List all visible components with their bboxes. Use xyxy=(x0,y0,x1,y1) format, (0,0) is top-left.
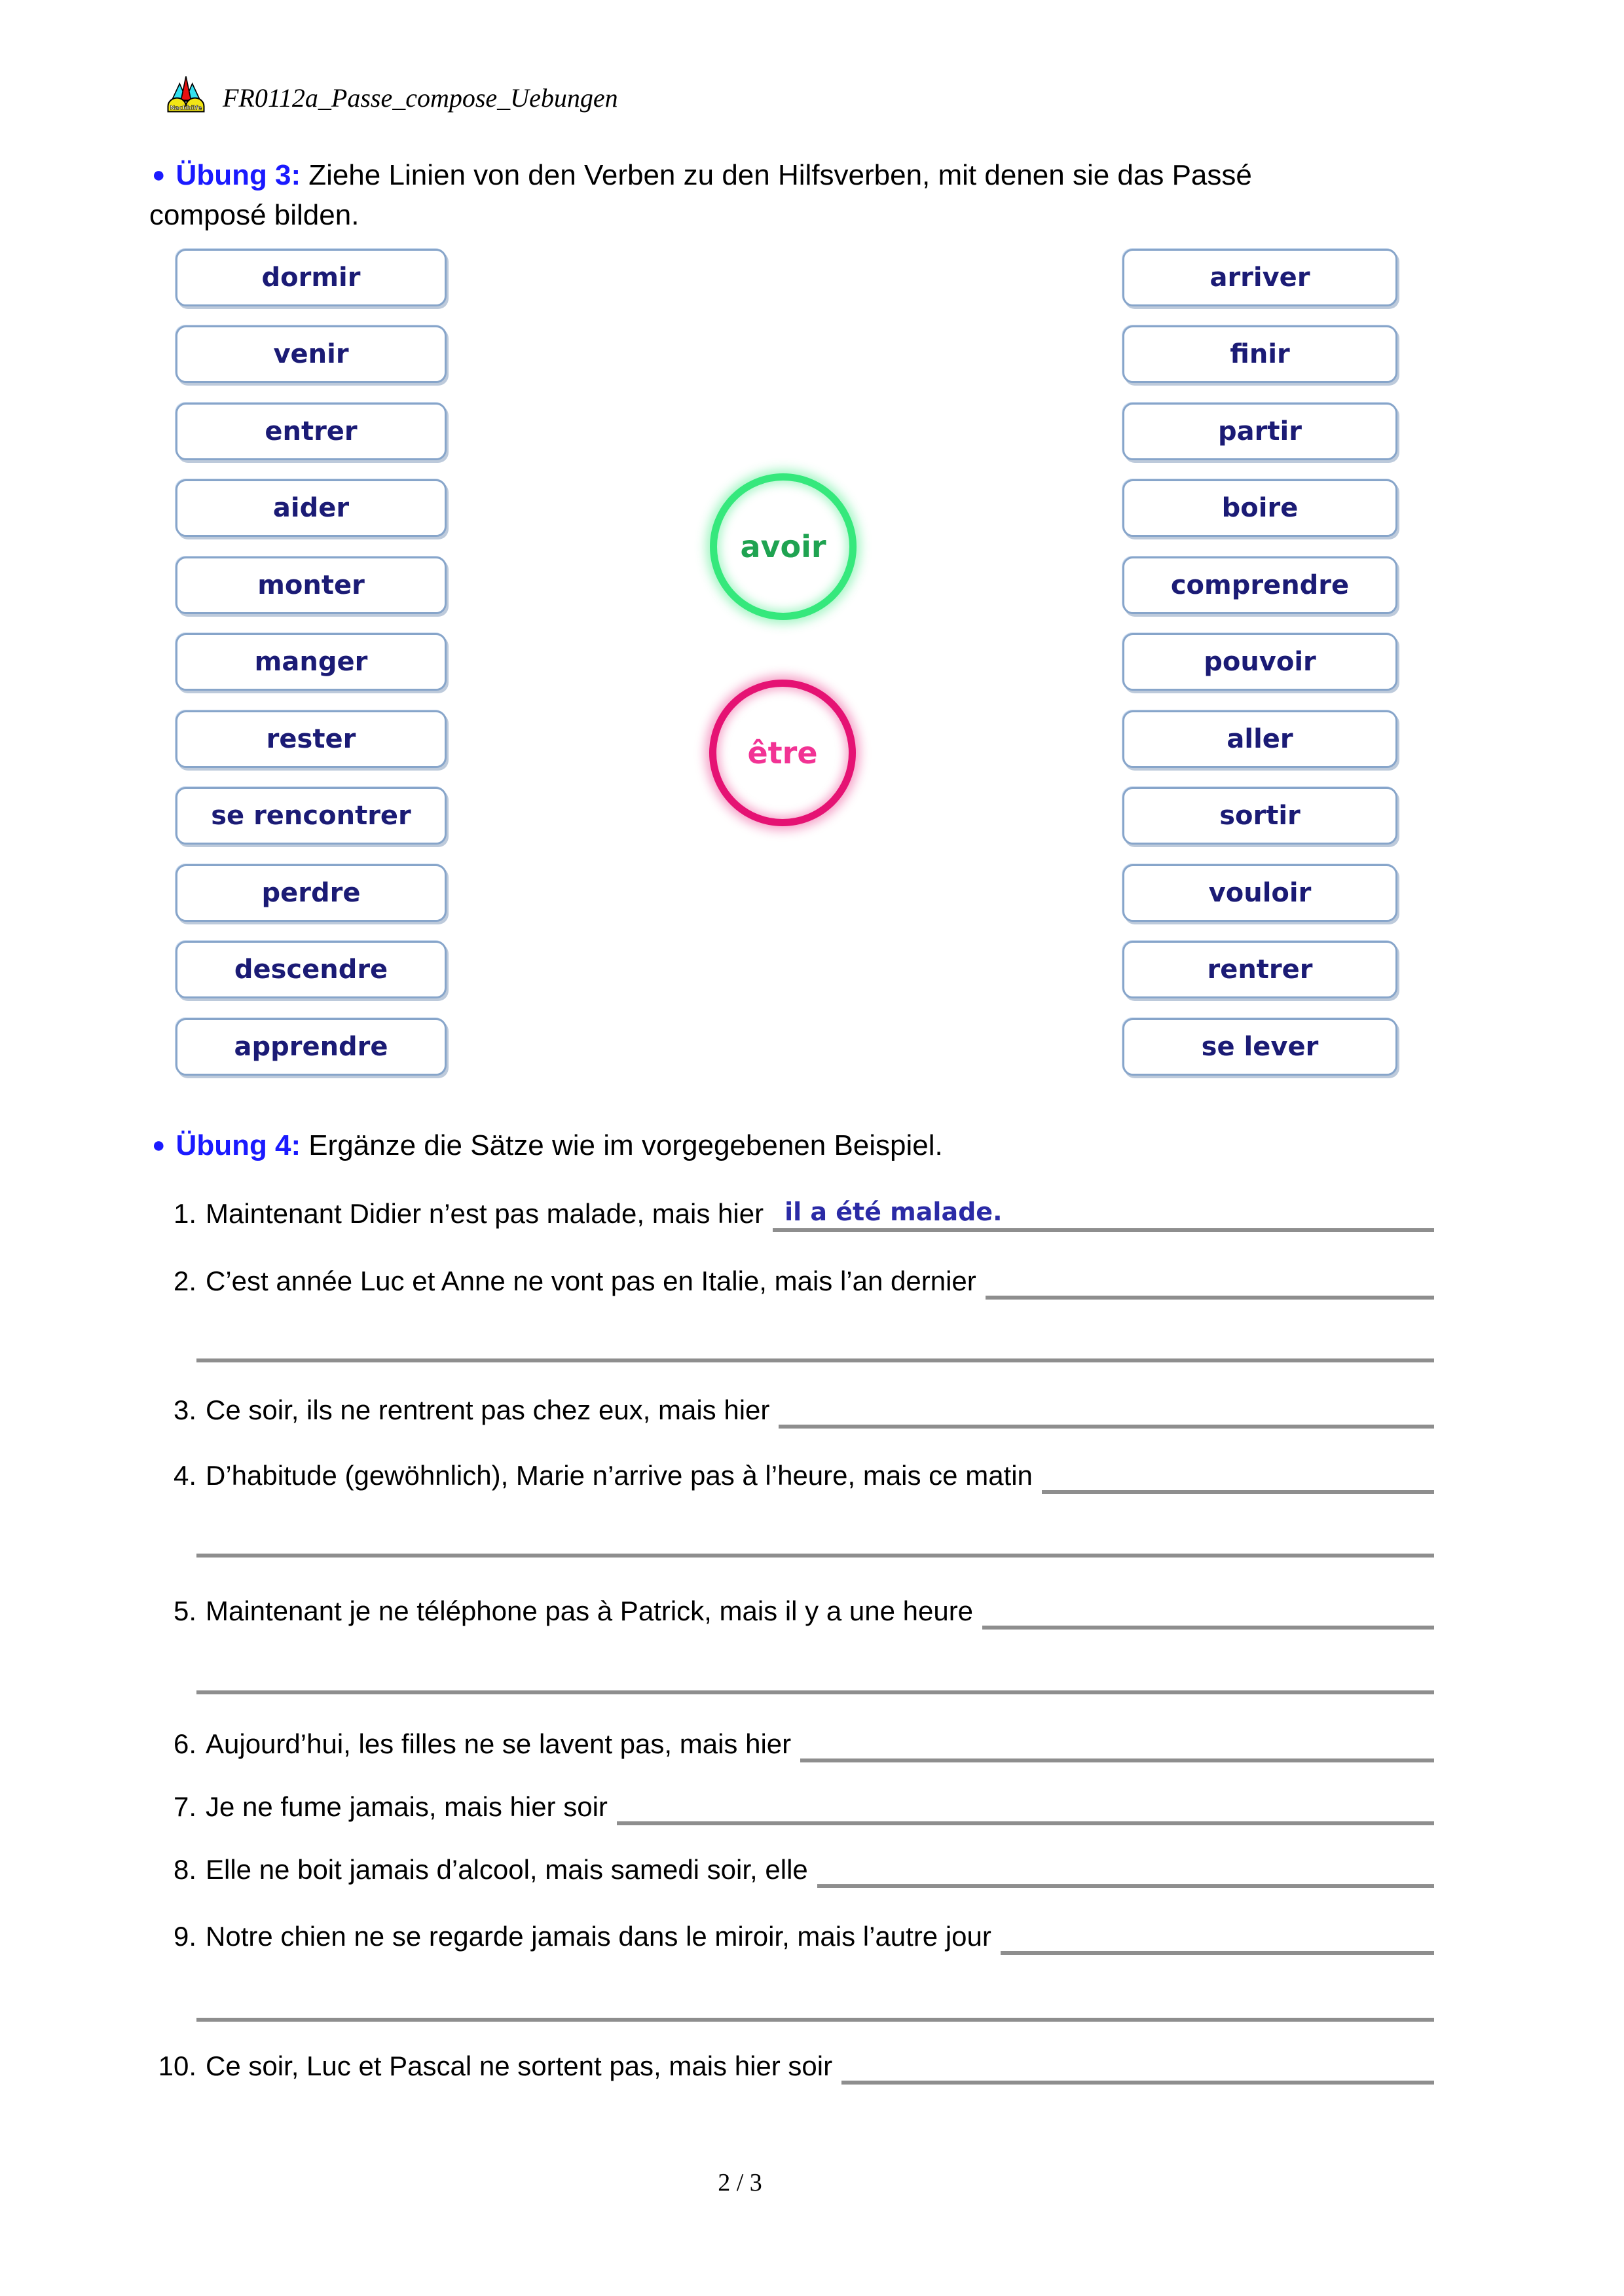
verb-box-descendre[interactable] xyxy=(175,941,447,998)
exercise-item-2 xyxy=(149,1263,1434,1300)
continuation-line[interactable] xyxy=(196,1358,1434,1362)
exercise3-instruction-line2: composé bilden. xyxy=(149,199,360,231)
verb-label: sortir xyxy=(1219,801,1301,831)
item-number: 3. xyxy=(173,1394,196,1425)
verb-label: entrer xyxy=(265,416,358,446)
verb-box-finir[interactable] xyxy=(1122,325,1397,383)
verb-label: boire xyxy=(1221,493,1299,523)
exercise-item-6 xyxy=(149,1726,1434,1762)
verb-box-comprendre[interactable] xyxy=(1122,556,1397,614)
item-text: D’habitude (gewöhnlich), Marie n’arrive pas à l’heure, mais ce matin xyxy=(206,1460,1033,1491)
exercise-item-8 xyxy=(149,1851,1434,1888)
verb-label: se lever xyxy=(1201,1032,1319,1062)
exercise4-label: Übung 4: xyxy=(175,1129,301,1161)
answer-blank[interactable] xyxy=(841,2075,1434,2085)
answer-blank[interactable] xyxy=(982,1620,1434,1630)
continuation-line[interactable] xyxy=(196,2018,1434,2022)
continuation-line[interactable] xyxy=(196,1690,1434,1694)
verb-box-venir[interactable] xyxy=(175,325,447,383)
bullet-icon: ● xyxy=(152,1133,166,1157)
item-text: Maintenant je ne téléphone pas à Patrick, mais il y a une heure xyxy=(206,1595,974,1626)
exercise4-instruction xyxy=(152,1126,943,1165)
bullet-icon: ● xyxy=(152,162,166,187)
verb-label: apprendre xyxy=(234,1032,388,1062)
item-number: 10. xyxy=(158,2050,196,2081)
verb-box-dormir[interactable] xyxy=(175,249,447,306)
item-number: 5. xyxy=(173,1595,196,1626)
exercise4-instruction-text: Ergänze die Sätze wie im vorgegebenen Beispiel. xyxy=(308,1129,943,1161)
verb-box-pouvoir[interactable] xyxy=(1122,633,1397,691)
verb-label: comprendre xyxy=(1170,570,1350,600)
item-text: Aujourd’hui, les filles ne se lavent pas, mais hier xyxy=(206,1728,792,1759)
verb-label: perdre xyxy=(261,878,361,908)
aux-circle-avoir[interactable] xyxy=(710,473,857,620)
verb-label: descendre xyxy=(234,955,388,985)
answer-blank[interactable] xyxy=(817,1879,1434,1888)
exercise-item-5 xyxy=(149,1593,1434,1630)
verb-label: aller xyxy=(1227,724,1293,754)
verb-label: partir xyxy=(1218,416,1302,446)
aux-etre-label: être xyxy=(747,735,818,771)
exercise-item-4 xyxy=(149,1457,1434,1494)
exercise-item-10 xyxy=(149,2048,1434,2085)
verb-box-aider[interactable] xyxy=(175,479,447,537)
aux-circle-etre[interactable] xyxy=(709,680,856,826)
item-number: 8. xyxy=(173,1854,196,1885)
verb-box-vouloir[interactable] xyxy=(1122,864,1397,922)
verb-label: venir xyxy=(273,339,349,369)
verb-label: rester xyxy=(266,724,356,754)
answer-blank[interactable] xyxy=(800,1753,1434,1762)
item-text: Je ne fume jamais, mais hier soir xyxy=(206,1791,608,1822)
answer-blank[interactable] xyxy=(986,1290,1434,1300)
verb-label: monter xyxy=(257,570,365,600)
verb-label: pouvoir xyxy=(1204,647,1316,677)
verb-label: manger xyxy=(254,647,368,677)
verb-label: dormir xyxy=(261,263,361,293)
nachhilfe-logo-icon xyxy=(167,73,205,114)
verb-label: finir xyxy=(1230,339,1290,369)
exercise-item-7 xyxy=(149,1789,1434,1825)
exercise-item-1 xyxy=(149,1195,1434,1232)
exercise3-instruction-line1 xyxy=(152,156,1252,194)
item-text: Notre chien ne se regarde jamais dans le miroir, mais l’autre jour xyxy=(206,1921,991,1952)
document-title: FR0112a_Passe_compose_Uebungen xyxy=(223,83,618,113)
verb-box-entrer[interactable] xyxy=(175,403,447,460)
answer-blank[interactable] xyxy=(1042,1485,1434,1494)
item-number: 9. xyxy=(173,1921,196,1952)
answer-blank[interactable] xyxy=(1001,1946,1434,1955)
continuation-line[interactable] xyxy=(196,1554,1434,1558)
verb-box-partir[interactable] xyxy=(1122,403,1397,460)
verb-label: vouloir xyxy=(1208,878,1312,908)
item-text: C’est année Luc et Anne ne vont pas en Italie, mais l’an dernier xyxy=(206,1266,976,1296)
item-number: 2. xyxy=(173,1266,196,1296)
verb-label: aider xyxy=(272,493,350,523)
verb-label: se rencontrer xyxy=(211,801,411,831)
verb-box-apprendre[interactable] xyxy=(175,1018,447,1076)
exercise-item-3 xyxy=(149,1392,1434,1429)
item-number: 7. xyxy=(173,1791,196,1822)
verb-box-perdre[interactable] xyxy=(175,864,447,922)
verb-box-monter[interactable] xyxy=(175,556,447,614)
verb-box-rester[interactable] xyxy=(175,710,447,768)
answer-blank[interactable] xyxy=(773,1193,1434,1232)
page-number: 2 / 3 xyxy=(718,2169,762,2196)
verb-box-aller[interactable] xyxy=(1122,710,1397,768)
verb-box-sortir[interactable] xyxy=(1122,787,1397,845)
answer-blank[interactable] xyxy=(617,1816,1434,1825)
verb-label: rentrer xyxy=(1207,955,1313,985)
item-number: 1. xyxy=(173,1198,196,1229)
verb-label: arriver xyxy=(1209,263,1310,293)
item-text: Ce soir, Luc et Pascal ne sortent pas, mais hier soir xyxy=(206,2050,833,2081)
example-answer: il a été malade. xyxy=(784,1197,1003,1226)
verb-box-rentrer[interactable] xyxy=(1122,941,1397,998)
exercise3-instruction-text: Ziehe Linien von den Verben zu den Hilfsverben, mit denen sie das Passé xyxy=(308,159,1252,191)
verb-box-manger[interactable] xyxy=(175,633,447,691)
svg-text:Nachhilfe: Nachhilfe xyxy=(170,105,202,112)
verb-box-se-lever[interactable] xyxy=(1122,1018,1397,1076)
verb-box-se-rencontrer[interactable] xyxy=(175,787,447,845)
item-number: 4. xyxy=(173,1460,196,1491)
item-number: 6. xyxy=(173,1728,196,1759)
exercise3-label: Übung 3: xyxy=(175,159,301,191)
item-text: Ce soir, ils ne rentrent pas chez eux, mais hier xyxy=(206,1394,770,1425)
answer-blank[interactable] xyxy=(779,1419,1434,1429)
exercise-item-9 xyxy=(149,1918,1434,1955)
verb-box-arriver[interactable] xyxy=(1122,249,1397,306)
item-text: Elle ne boit jamais d’alcool, mais samedi soir, elle xyxy=(206,1854,808,1885)
aux-avoir-label: avoir xyxy=(740,529,826,564)
item-text: Maintenant Didier n’est pas malade, mais hier xyxy=(206,1198,764,1229)
verb-box-boire[interactable] xyxy=(1122,479,1397,537)
